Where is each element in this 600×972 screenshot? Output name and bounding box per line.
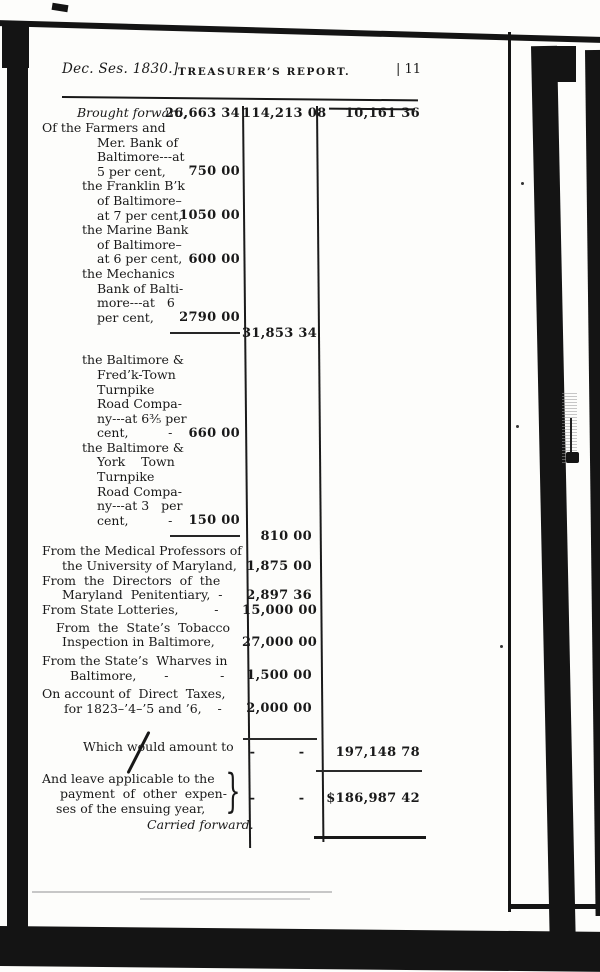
- amount-c1: 600 00: [188, 251, 240, 267]
- entry-label-line: the University of Maryland,: [62, 558, 237, 574]
- entry-label-line: Carried forward.: [147, 817, 254, 833]
- amount-c3: 10,161 36: [344, 106, 420, 121]
- entry-label-line: Of the Farmers and: [42, 120, 166, 135]
- scan-artifact-speck: [516, 425, 519, 428]
- table-row: [42, 654, 424, 683]
- amount-c2: - -: [249, 791, 305, 807]
- entry-label-line: the Mechanics: [82, 265, 175, 281]
- entry-label-line: Baltimore---at: [97, 149, 185, 165]
- entry-label-line: Road Compa-: [97, 483, 182, 499]
- entry-label-line: the Baltimore &: [82, 352, 184, 368]
- amount-c3: 197,148 78: [335, 745, 420, 761]
- table-row: [42, 179, 424, 223]
- amount-c2: - -: [249, 745, 305, 761]
- scan-artifact-far-right-strip: [585, 50, 600, 916]
- table-row: [42, 544, 424, 573]
- table-row: [42, 106, 424, 121]
- amount-c3: $186,987 42: [326, 791, 420, 807]
- amount-c2: 2,000 00: [246, 701, 312, 717]
- scan-artifact-left-bar: [7, 24, 28, 934]
- header-rule: [62, 96, 418, 101]
- scan-artifact-right-blob: [545, 46, 576, 82]
- table-row: [42, 818, 424, 833]
- entry-label-line: Road Compa-: [97, 396, 182, 412]
- table-row: [42, 766, 424, 820]
- amount-c1: 1050 00: [179, 208, 240, 224]
- entry-label-line: And leave applicable to the: [42, 771, 215, 787]
- table-row: [42, 740, 424, 760]
- entry-label-line: 5 per cent,: [97, 163, 166, 179]
- entry-label-line: ny---at 6⅗ per: [97, 410, 187, 426]
- entry-label-line: the Franklin B’k: [82, 178, 185, 194]
- entry-label-line: the Marine Bank: [82, 222, 189, 238]
- entry-label-line: Mer. Bank of: [97, 134, 179, 150]
- amount-c2: 15,000 00: [242, 602, 318, 618]
- entry-label-line: From the Medical Professors of: [42, 543, 242, 559]
- header-report-title: TREASURER’S REPORT.: [178, 66, 351, 78]
- table-row: [42, 121, 424, 179]
- entry-label-line: ses of the ensuing year,: [56, 800, 206, 816]
- table-row: [42, 353, 424, 441]
- subtotal-rule: [170, 332, 240, 334]
- entry-label-line: payment of other expen-: [60, 785, 227, 801]
- entry-label-line: at 6 per cent,: [97, 251, 183, 267]
- amount-c1: 750 00: [188, 164, 240, 180]
- entry-label-line: of Baltimore–: [97, 236, 182, 252]
- amount-c1: 26,663 34: [164, 106, 240, 121]
- entry-label-line: From the State’s Wharves in: [42, 653, 228, 668]
- amount-c2: 1,500 00: [246, 668, 312, 684]
- entry-label-line: Maryland Penitentiary, -: [62, 587, 223, 603]
- scan-artifact-right-line: [508, 32, 511, 912]
- scan-artifact-ghost-text: [140, 898, 310, 900]
- brace: }: [225, 766, 241, 820]
- entry-label-line: Which would amount to: [83, 739, 234, 755]
- table-row: [42, 441, 424, 529]
- entry-label-line: From the Directors of the: [42, 572, 221, 588]
- amount-c1: 150 00: [188, 513, 240, 529]
- scan-artifact-ghost-text: [32, 891, 332, 893]
- entry-label-line: for 1823–’4–’5 and ’6, -: [64, 700, 222, 716]
- entry-label-line: Turnpike: [97, 469, 155, 485]
- entry-label-line: Fred’k-Town: [97, 366, 176, 382]
- table-row: [42, 574, 424, 603]
- header-page-number: | 11: [396, 62, 422, 77]
- entry-label-line: On account of Direct Taxes,: [42, 686, 226, 702]
- entry-label-line: of Baltimore–: [97, 192, 182, 208]
- entry-label-line: Brought forward,: [77, 105, 188, 120]
- entry-label-line: at 7 per cent,: [97, 207, 183, 223]
- entry-label-line: Inspection in Baltimore,: [62, 634, 215, 650]
- subtotal-rule: [170, 535, 240, 537]
- entry-label-line: From State Lotteries, -: [42, 601, 219, 617]
- entry-label-line: cent, -: [97, 425, 173, 441]
- entry-label-line: ny---at 3 per: [97, 498, 183, 514]
- entry-label-line: the Baltimore &: [82, 439, 184, 455]
- table-row: [42, 621, 424, 650]
- entry-label-line: York Town: [97, 454, 175, 470]
- scan-artifact-left-blob: [2, 24, 29, 68]
- amount-c1: 660 00: [188, 425, 240, 441]
- header-session-date: Dec. Ses. 1830.]: [62, 61, 179, 77]
- column3-bottom-rule: [314, 836, 426, 839]
- scan-artifact-noise-blob: [566, 452, 579, 463]
- scan-artifact-bottom-band: [0, 926, 600, 972]
- scan-artifact-right-band: [531, 46, 576, 934]
- entry-label-line: per cent,: [97, 309, 154, 325]
- table-row: [42, 325, 424, 341]
- scan-artifact-speck: [521, 182, 524, 185]
- entry-label-line: cent, -: [97, 512, 173, 528]
- entry-label-line: Baltimore, - -: [70, 667, 225, 683]
- amount-c2: 1,875 00: [246, 558, 312, 574]
- amount-c2: 114,213 08: [242, 106, 327, 121]
- table-row: [42, 603, 424, 618]
- scan-artifact-speck: [52, 3, 69, 12]
- amount-c2: 31,853 34: [242, 326, 318, 342]
- table-row: [42, 528, 424, 544]
- scan-artifact-speck: [500, 645, 503, 648]
- entry-label-line: Turnpike: [97, 381, 155, 397]
- entry-label-line: more---at 6: [97, 295, 175, 311]
- amount-c2: 27,000 00: [242, 635, 318, 650]
- entry-label-line: From the State’s Tobacco: [56, 619, 231, 635]
- amount-c2: 2,897 36: [246, 587, 312, 603]
- entry-label-line: Bank of Balti-: [97, 280, 184, 296]
- table-row: [42, 267, 424, 325]
- table-row: [42, 223, 424, 267]
- table-row: [42, 687, 424, 716]
- amount-c1: 2790 00: [179, 310, 240, 326]
- scan-artifact-bottom-right-line: [508, 904, 600, 909]
- amount-c2: 810 00: [260, 529, 312, 545]
- ledger-table: [42, 106, 424, 833]
